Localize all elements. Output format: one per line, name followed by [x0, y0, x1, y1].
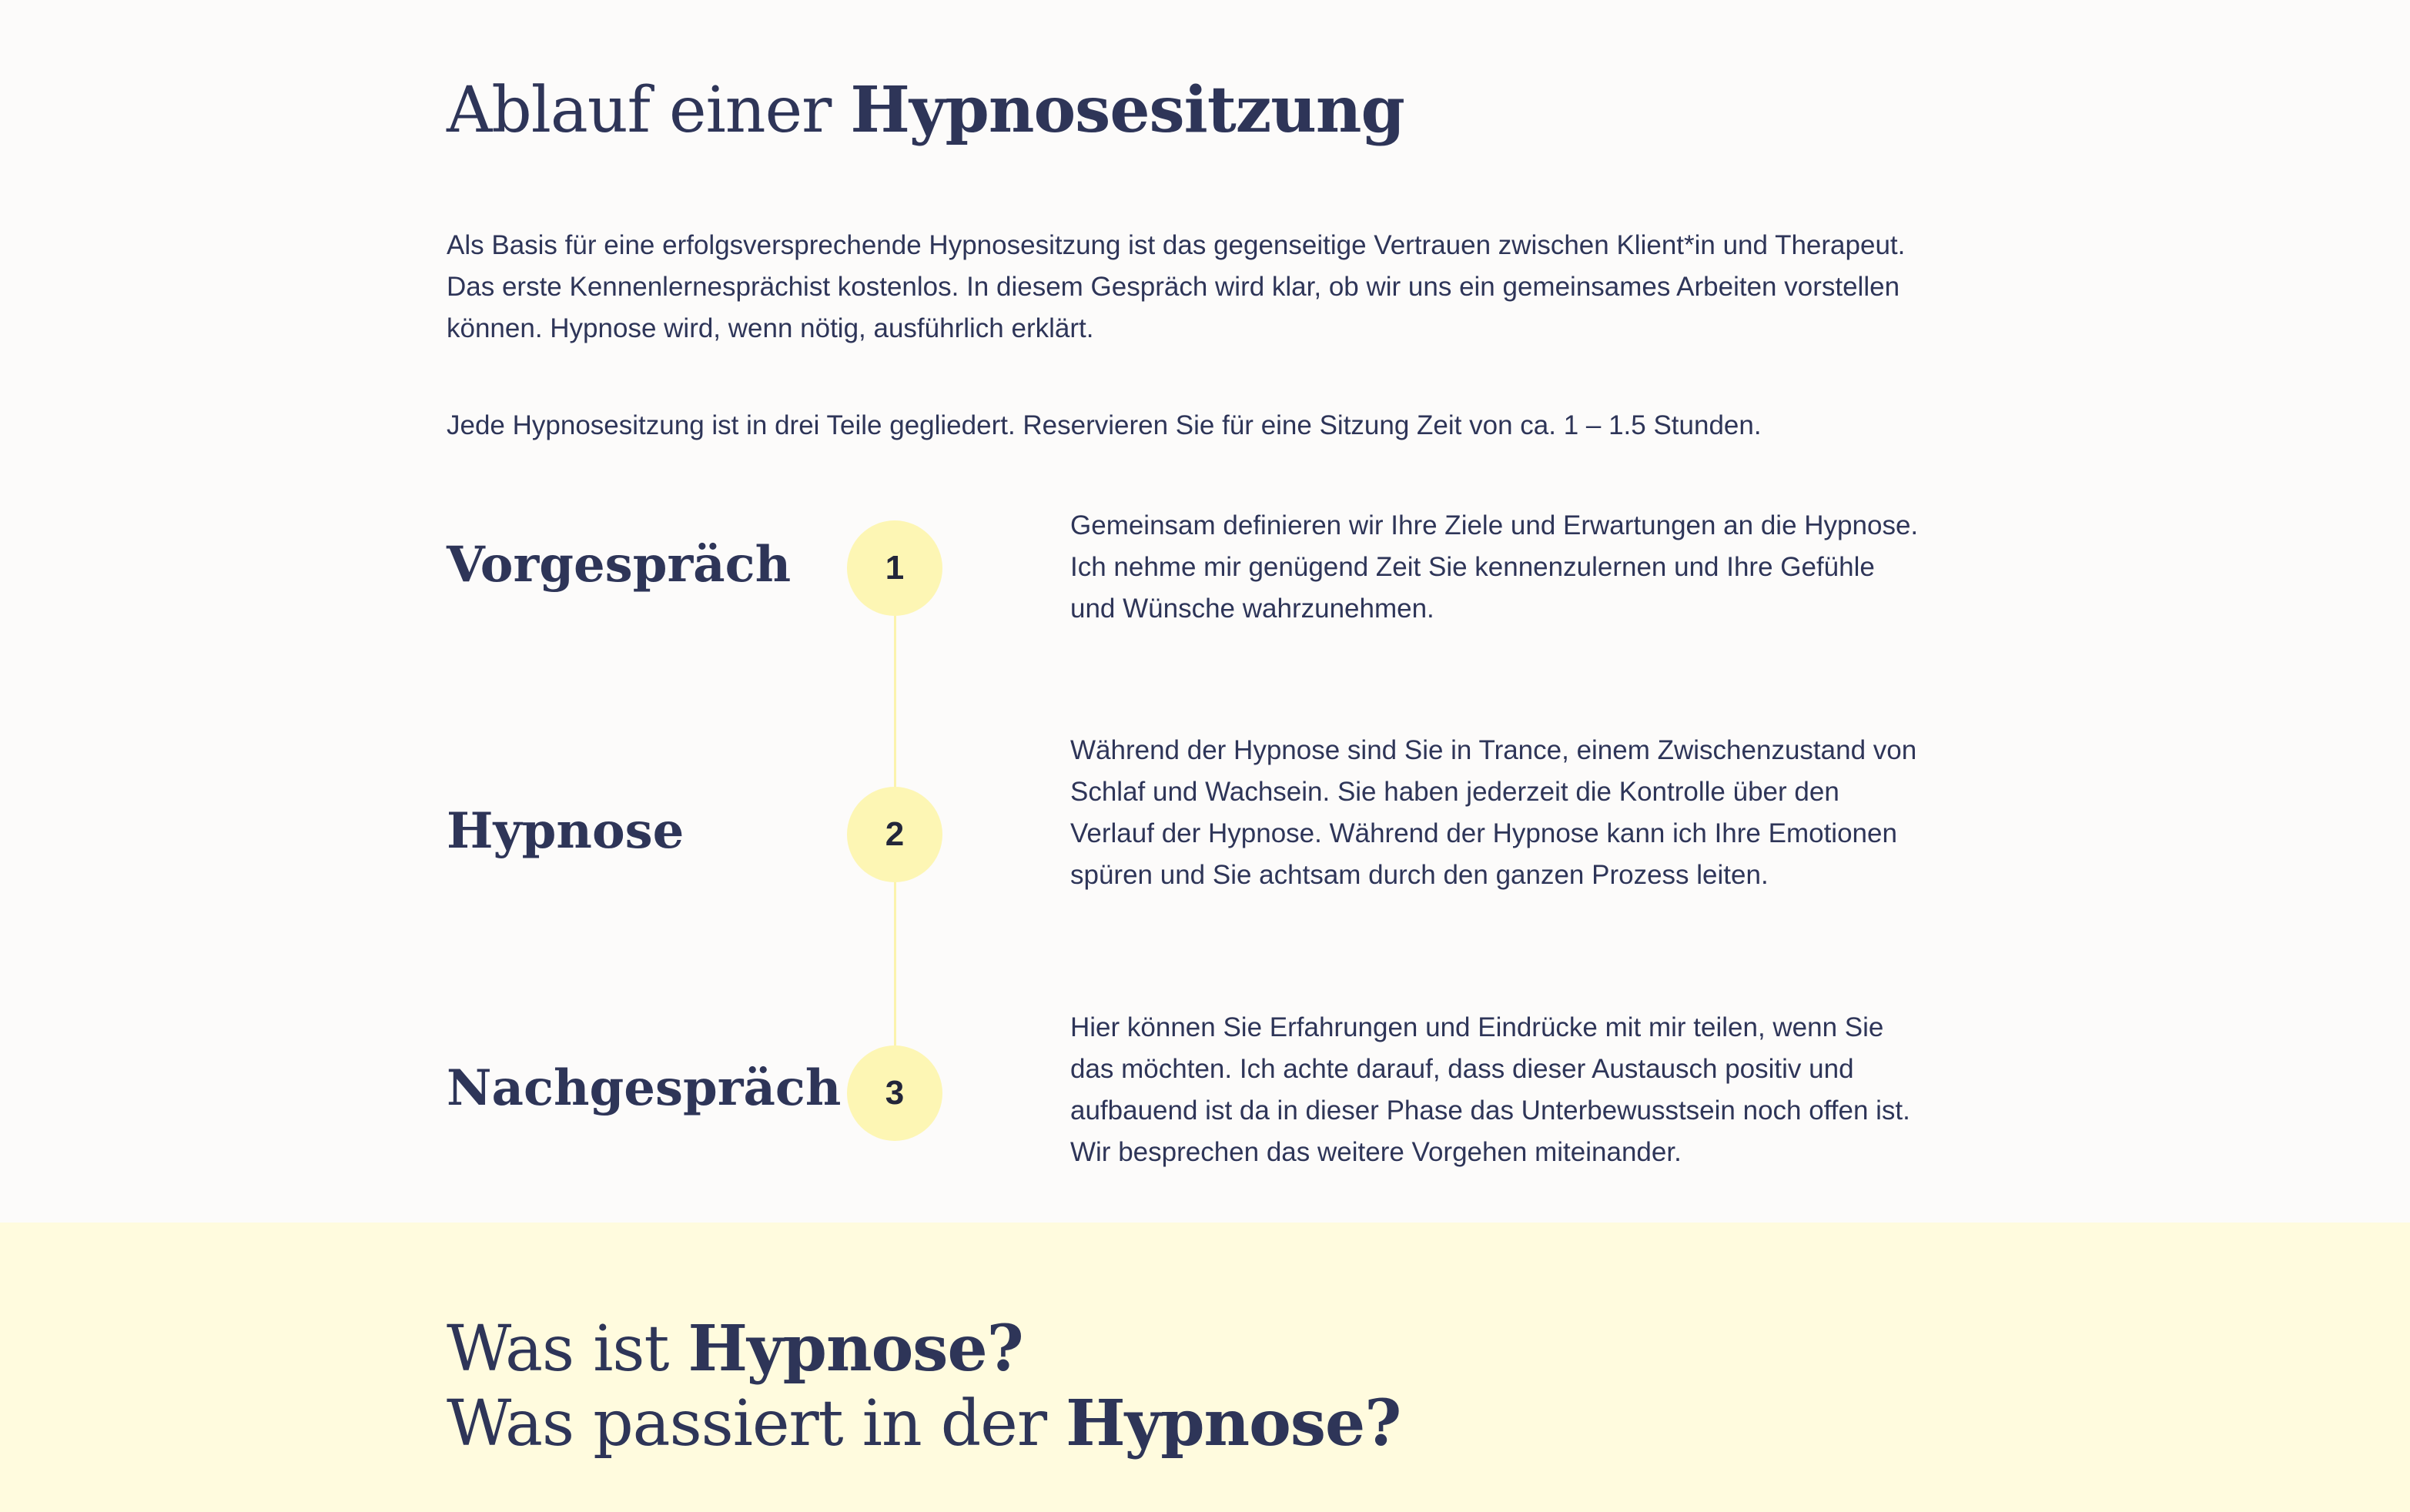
step-description: Während der Hypnose sind Sie in Trance, einem Zwischenzustand von Schlaf und Wachsein. Sie haben jederzeit die Kontrolle über den Verlauf der Hypnose. Während der Hypnose kann ich Ihre Emotionen spüren und Sie achtsam durch den ganzen Prozess leiten.: [1070, 735, 1917, 890]
section-title: [447, 1312, 1401, 1461]
intro-duration-paragraph: Jede Hypnosesitzung ist in drei Teile gegliedert. Reservieren Sie für eine Sitzung Zeit von ca. 1 – 1.5 Stunden.: [447, 410, 1762, 440]
page-title: [447, 68, 1404, 153]
step-number-badge: 2: [847, 787, 942, 882]
was-ist-hypnose-section: [0, 1223, 2410, 1512]
step-title: Vorgespräch: [447, 536, 792, 594]
page-title-bold: Hypnosesitzung: [850, 73, 1404, 147]
step-title: Hypnose: [447, 802, 685, 860]
step-description: Hier können Sie Erfahrungen und Eindrücke mit mir teilen, wenn Sie das möchten. Ich achte darauf, dass dieser Austausch positiv und aufbauend ist da in dieser Phase das Unterbewusstsein noch offen ist. Wir besprechen das weitere Vorgehen miteinander.: [1070, 1012, 1910, 1167]
step-number-badge: 3: [847, 1045, 942, 1141]
page-title-light: Ablauf einer: [447, 74, 851, 147]
section-title-line1-light: Was ist: [447, 1313, 688, 1386]
step-number-badge: 1: [847, 520, 942, 616]
intro-paragraph: Als Basis für eine erfolgsversprechende Hypnosesitzung ist das gegenseitige Vertrauen zwischen Klient*in und Therapeut. Das erste Kennenlernesprächist kostenlos. In diesem Gespräch wird klar, ob wir uns ein gemeinsames Arbeiten vorstellen können. Hypnose wird, wenn nötig, ausführlich erklärt.: [447, 230, 1906, 343]
step-title: Nachgespräch: [447, 1059, 842, 1117]
step-description: Gemeinsam definieren wir Ihre Ziele und Erwartungen an die Hypnose. Ich nehme mir genügend Zeit Sie kennenzulernen und Ihre Gefühle und Wünsche wahrzunehmen.: [1070, 510, 1919, 624]
section-title-line2-light: Was passiert in der: [447, 1387, 1066, 1460]
section-title-line2-bold: Hypnose?: [1066, 1387, 1401, 1460]
section-title-line1-bold: Hypnose?: [688, 1312, 1023, 1386]
